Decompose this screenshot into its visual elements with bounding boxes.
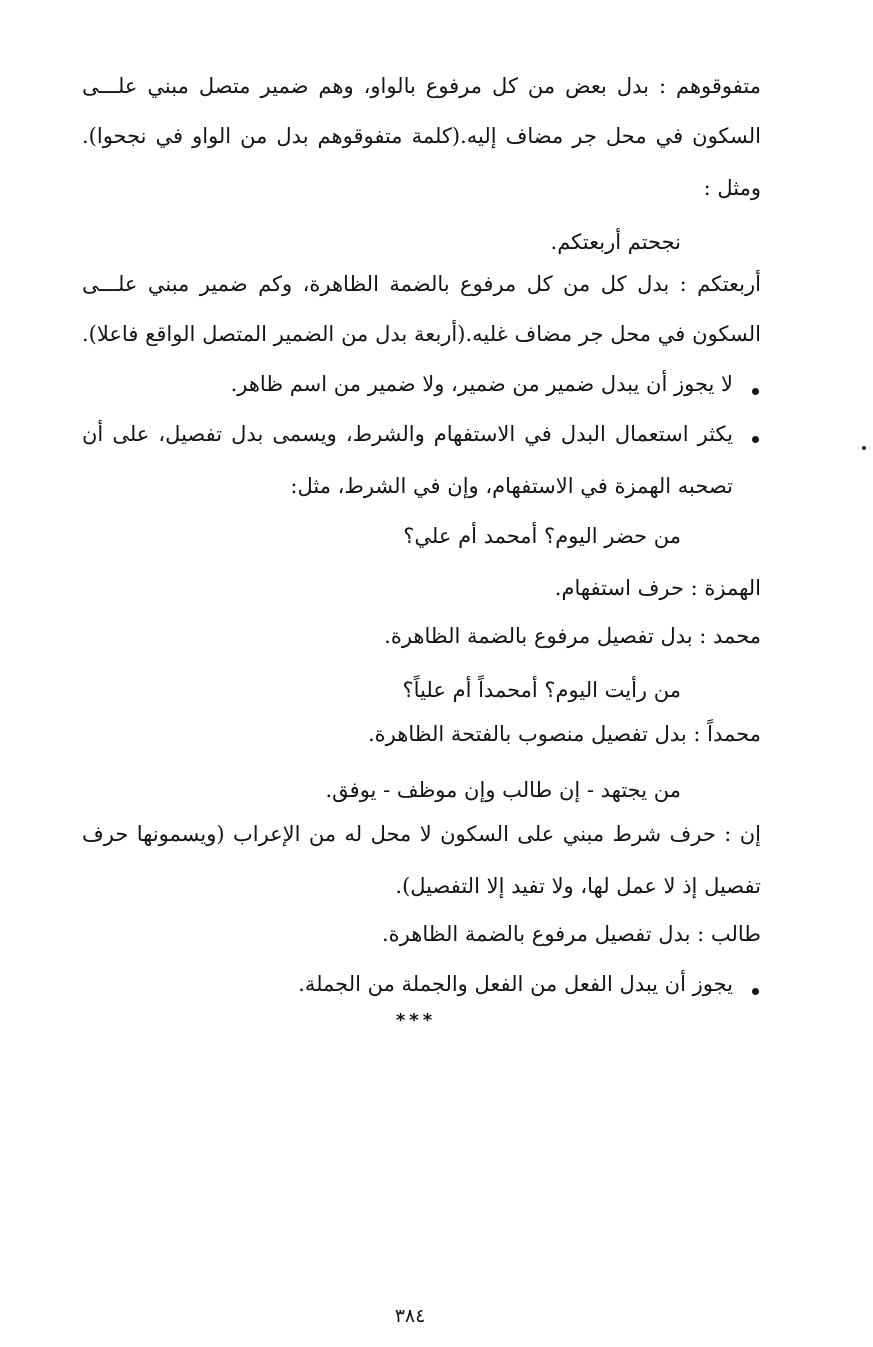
example-line: من رأيت اليوم؟ أمحمداً أم علياً؟	[402, 678, 681, 702]
example-line: نجحتم أربعتكم.	[550, 230, 681, 254]
margin-mark	[862, 446, 866, 450]
example-line: من حضر اليوم؟ أمحمد أم علي؟	[403, 524, 681, 548]
text-line: الهمزة : حرف استفهام.	[554, 576, 761, 600]
text-line: إن : حرف شرط مبني على السكون لا محل له من الإعراب (ويسمونها حرف	[82, 822, 761, 846]
text-line: محمد : بدل تفصيل مرفوع بالضمة الظاهرة.	[384, 624, 761, 648]
page-number: ٣٨٤	[394, 1305, 426, 1327]
text-line: السكون في محل جر مضاف إليه.(كلمة متفوقوهم بدل من الواو في نجحوا).	[82, 124, 761, 148]
bullet-text: يجوز أن يبدل الفعل من الفعل والجملة من الجملة.	[298, 972, 733, 996]
example-line: من يجتهد - إن طالب وإن موظف - يوفق.	[325, 778, 681, 802]
text-line: ومثل :	[703, 176, 761, 200]
text-line: أربعتكم : بدل كل من كل مرفوع بالضمة الظاهرة، وكم ضمير مبني علـــى	[82, 272, 761, 296]
text-line: متفوقوهم : بدل بعض من كل مرفوع بالواو، وهم ضمير متصل مبني علـــى	[82, 74, 761, 98]
bullet-text: لا يجوز أن يبدل ضمير من ضمير، ولا ضمير من اسم ظاهر.	[230, 372, 733, 396]
bullet-text: يكثر استعمال البدل في الاستفهام والشرط، ويسمى بدل تفصيل، على أن	[82, 422, 733, 446]
text-line: تفصيل إذ لا عمل لها، ولا تفيد إلا التفصيل).	[395, 874, 761, 898]
text-line: طالب : بدل تفصيل مرفوع بالضمة الظاهرة.	[381, 922, 761, 946]
text-line: محمداً : بدل تفصيل منصوب بالفتحة الظاهرة.	[367, 722, 761, 746]
bullet-icon	[752, 988, 759, 995]
text-line: السكون في محل جر مضاف غليه.(أربعة بدل من الضمير المتصل الواقع فاعلا).	[82, 322, 761, 346]
bullet-text: تصحبه الهمزة في الاستفهام، وإن في الشرط، مثل:	[290, 474, 733, 498]
section-separator: ***	[395, 1010, 437, 1031]
bullet-icon	[752, 436, 759, 443]
bullet-icon	[752, 388, 759, 395]
